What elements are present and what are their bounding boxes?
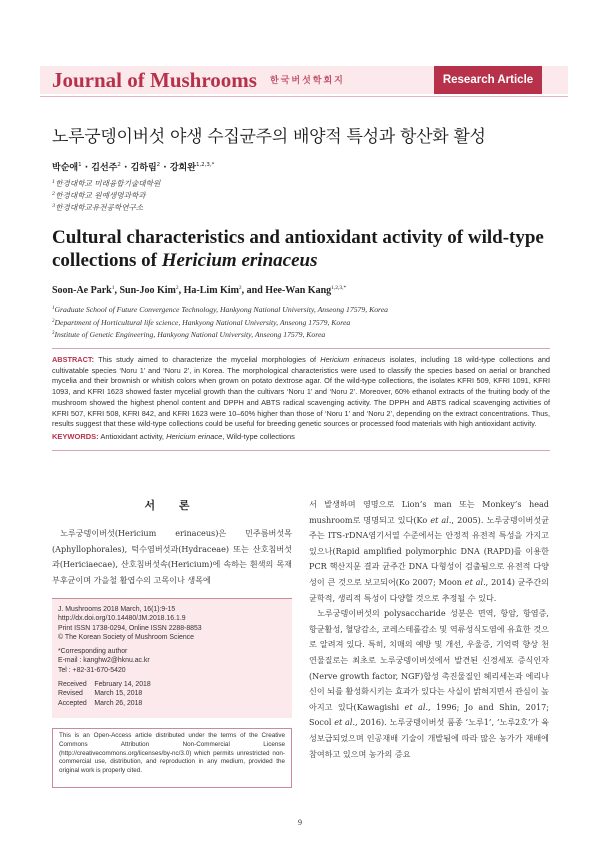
section-heading-introduction: 서 론 xyxy=(144,499,200,512)
doi-link: http://dx.doi.org/10.14480/JM.2018.16.1.9 xyxy=(58,615,186,623)
author-name: Ha-Lim Kim xyxy=(183,285,239,296)
right-column-text xyxy=(309,497,549,762)
korean-affiliations xyxy=(52,177,160,213)
accepted-date: Accepted March 26, 2018 xyxy=(58,699,143,707)
paragraph: 서 발생하며 영명으로 Lion’s man 또는 Monkey’s head mushroom로 명명되고 있다(Ko et al., 2005). 노루궁뎅이버섯균주는 ITS-rDNA염기서열 수준에서는 안정적 유전적 특성을 가지고 있으나(Rapid amplified polymorphic DNA (RAPD)를 이용한 PCR 핵산지문 결과 균주간 DNA 다형성이 검출됨으로 유전적 다양성이 큰 것으로 보고되어(Ko 2007; Moon et al., 2014) 균주간의 균학적, 생리적 특성이 다양할 것으로 추정될 수 있다. xyxy=(309,499,550,603)
citation: J. Mushrooms 2018 March, 16(1):9-15 xyxy=(58,606,176,613)
license-box: This is an Open-Access article distributed under the terms of the Creative Commons Attribution Non-Commercial License (http://creativecommons.org/licenses/by-nc/3.0) which permits unrestricted non-commercial use, distribution, and reproduction in any medium, provided the original work is properly cited. xyxy=(52,728,292,788)
paragraph: 노루궁뎅이버섯(Hericium erinaceus)은 민주름버섯목(Aphyllophorales), 턱수염버섯과(Hydraceae) 또는 산호침버섯과(Hericiaecae), 산호침버섯속(Hericium)에 속하는 흰색의 목재부후균이며 가을철 활엽수의 고목이나 생목에 xyxy=(52,528,292,585)
journal-name: Journal of Mushrooms xyxy=(52,68,257,92)
page-number: 9 xyxy=(298,818,302,827)
header-divider xyxy=(40,96,568,97)
revised-date: Revised March 15, 2018 xyxy=(58,690,143,698)
english-title: Cultural characteristics and antioxidant activity of wild-type collections of Hericium erinaceus xyxy=(52,227,544,271)
author-name: 강희완 xyxy=(169,163,196,173)
affiliation: $^3$Institute of Genetic Engineering, Hankyong National University, Anseong 17579, Korea xyxy=(52,330,326,339)
affiliation: $^1$한경대학교 미래융합기술대학원 xyxy=(52,179,161,188)
copyright: © The Korean Society of Mushroom Science xyxy=(58,633,194,641)
paragraph: 노루궁뎅이버섯의 polysaccharide 성분은 면역, 항암, 항염증, 항균활성, 혈당감소, 코레스테롤감소 및 역류성식도염에 유효한 것으로 알려져 있다. 특히, 치매의 예방 및 개선, 우울증, 기억력 향상 천연물질로는 최초로 노루궁뎅이버섯에서 발견된 신경세포 증식인자(Nerve growth factor, NGF)합성 촉진물질인 헤리세논과 에리나신이 뇌를 활성화시키는 효과가 있다는 사실이 밝혀지면서 관심이 높아지고 있다(Kawagishi et al., 1996; Jo and Shin, 2017; Socol et al., 2016). 노루궁뎅이버섯 품종 ‘노루1’, ‘노루2호’가 육성보급되었으며 인공재배 기술이 개발됨에 따라 많은 농가가 재배에 참여하고 있으며 농가의 증요 xyxy=(309,608,550,759)
abstract-bottom-rule xyxy=(52,450,550,451)
author-name: 김선주 xyxy=(91,163,118,173)
author-name: Sun-Joo Kim xyxy=(119,285,176,296)
article-type-badge: Research Article xyxy=(434,66,542,94)
abstract: ABSTRACT: This study aimed to characterize the mycelial morphologies of Hericium erinaceus isolates, including 18 wild-type collections and cultivatable species ‘Noru 1’ and ‘Noru 2’, in Korea. The morphological characteristics were used to classify the species based on aerial or branched mycelia and their brownish or whitish colors when grown on potato dextrose agar. Of the wild-type collections, the isolates KFRI 509, KFRI 1091, KFRI 1093, and KFRI 1623 showed faster mycelial growth than the cultivars ‘Noru 1’ and ‘Noru 2’. Moreover, 60% ethanol extracts of the fruiting body of the mushroom showed the highest phenol content and DPPH and ABTS radical scavenging activity. The DPPH and ABTS radical scavenging activities of KFRI 507, KFRI 508, KFRI 842, and KFRI 1623 were 10–60% higher than those of ‘Noru 1’ and ‘Noru 2’, depending on the extract concentrations. Thus, results suggest that these wild-type collections could be useful for breeding genetic sources or processed food materials with high antioxidant activity. xyxy=(52,355,550,429)
keywords-label: KEYWORDS: xyxy=(52,432,99,441)
abstract-label: ABSTRACT: xyxy=(52,355,95,364)
korean-authors: 박순애$^1$ · 김선주$^2$ · 김하림$^2$ · 강희완$^{1,2,3,*}$ xyxy=(52,162,215,173)
telephone: Tel : +82-31-670-5420 xyxy=(58,666,126,674)
keywords: KEYWORDS: Antioxidant activity, Hericium erinace, Wild-type collections xyxy=(52,432,295,441)
left-column-text xyxy=(52,526,292,588)
issn: Print ISSN 1738-0294, Online ISSN 2288-8853 xyxy=(58,624,202,632)
received-date: Received February 14, 2018 xyxy=(58,681,151,689)
abstract-top-rule xyxy=(52,348,550,349)
affiliation: $^3$한경대학교유전공학연구소 xyxy=(52,203,144,212)
author-name: 박순애 xyxy=(52,163,79,173)
affiliation: $^2$한경대학교 원예생명과학과 xyxy=(52,191,146,200)
journal-name-korean: 한국버섯학회지 xyxy=(270,76,345,86)
author-name: 김하림 xyxy=(130,163,157,173)
email: E-mail : kanghw2@hknu.ac.kr xyxy=(58,657,150,665)
corresponding-author-label: *Corresponding author xyxy=(58,648,128,656)
english-authors: Soon-Ae Park$^1$, Sun-Joo Kim$^2$, Ha-Lim Kim$^2$, and Hee-Wan Kang$^{1,2,3,*}$ xyxy=(52,285,347,296)
affiliation: $^1$Graduate School of Future Convergence Technology, Hankyong National University, Anseong 17579, Korea xyxy=(52,305,389,314)
english-affiliations xyxy=(52,303,388,341)
korean-title: 노루궁뎅이버섯 야생 수집균주의 배양적 특성과 항산화 활성 xyxy=(52,127,486,147)
author-name: Soon-Ae Park xyxy=(52,285,112,296)
author-name: Hee-Wan Kang xyxy=(265,285,332,296)
article-info-box xyxy=(52,598,292,718)
affiliation: $^2$Department of Horticultural life science, Hankyong National University, Anseong 17579, Korea xyxy=(52,317,351,327)
